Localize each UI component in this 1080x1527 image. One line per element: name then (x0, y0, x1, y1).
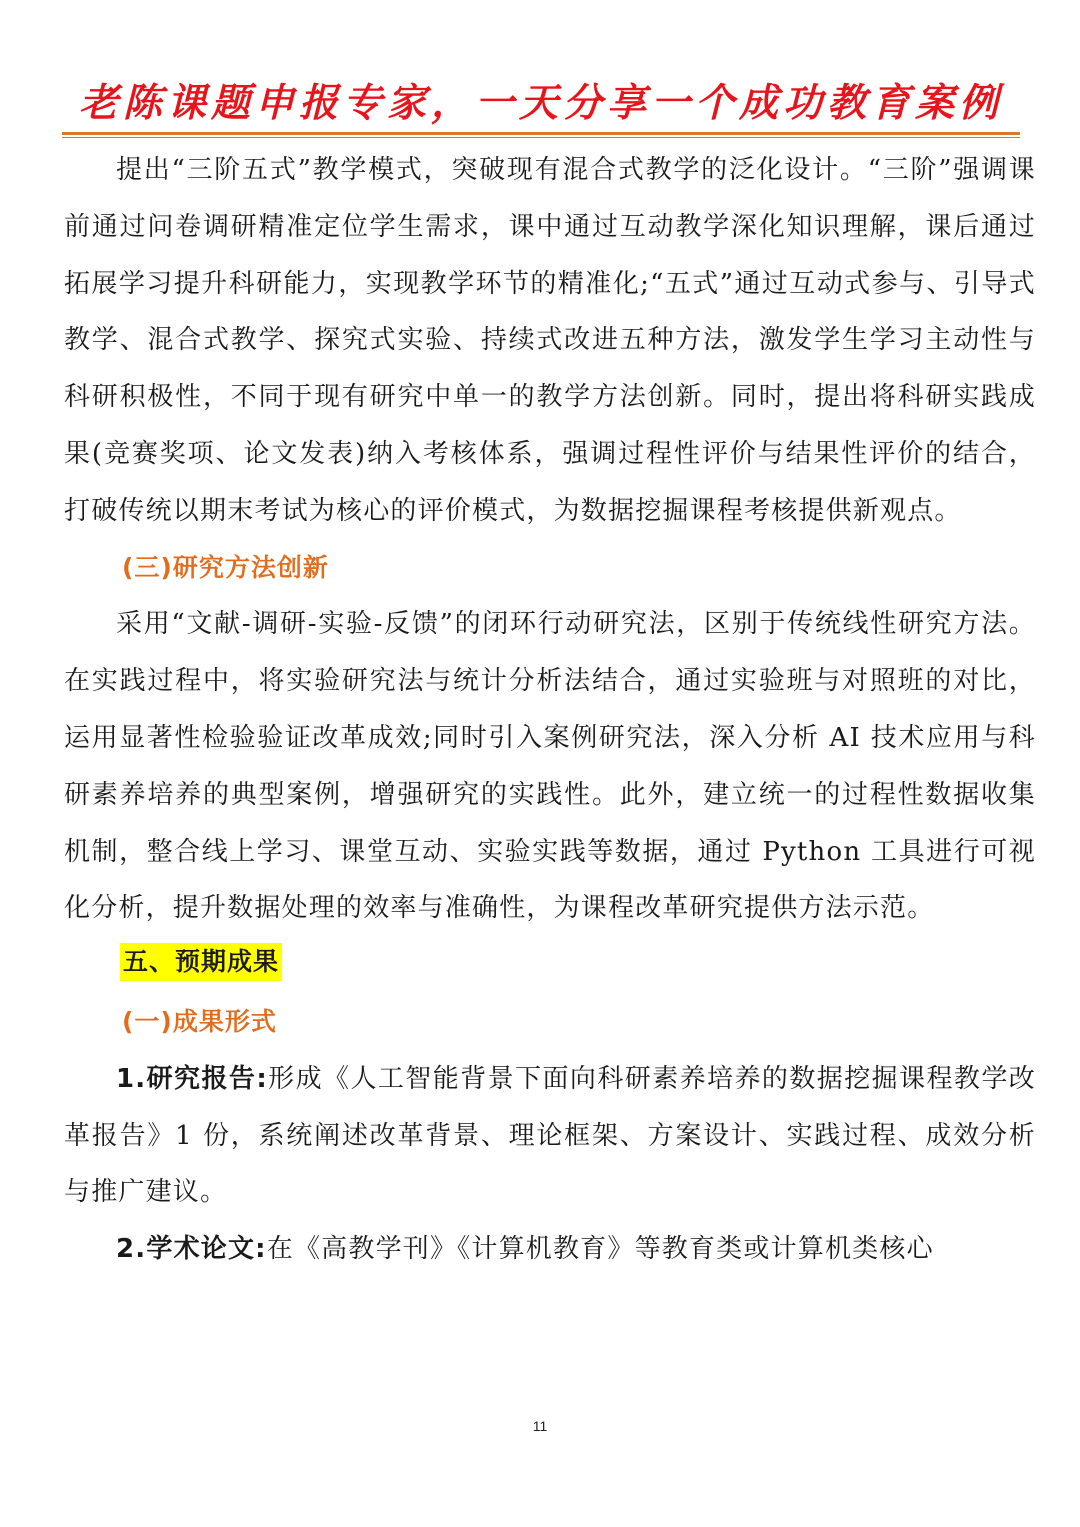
list-item-text: 在《高教学刊》《计算机教育》等教育类或计算机类核心 (266, 1234, 934, 1265)
subheading-method-innovation: (三)研究方法创新 (122, 552, 329, 582)
section-heading-text: 五、预期成果 (120, 943, 282, 981)
header-rule-thin (62, 137, 1020, 138)
document-body (64, 142, 1036, 1278)
page-number: 11 (532, 1418, 548, 1434)
list-item-label: 2.学术论文: (116, 1234, 267, 1265)
page-header (62, 78, 1020, 140)
subheading-result-forms: (一)成果形式 (122, 1006, 277, 1036)
section-heading-expected-results (64, 937, 1036, 994)
header-title: 老陈课题申报专家，一天分享一个成功教育案例 (78, 81, 1003, 126)
list-item-label: 1.研究报告: (116, 1063, 268, 1094)
list-item-text: 形成《人工智能背景下面向科研素养培养的数据挖掘课程教学改革报告》1 份，系统阐述改革背景、理论框架、方案设计、实践过程、成效分析与推广建议。 (64, 1063, 1036, 1208)
header-rule-thick (62, 132, 1020, 135)
list-item-research-report (64, 1051, 1036, 1221)
paragraph-teaching-model: 提出“三阶五式”教学模式，突破现有混合式教学的泛化设计。“三阶”强调课前通过问卷调研精准定位学生需求，课中通过互动教学深化知识理解，课后通过拓展学习提升科研能力，实现教学环节的精准化;“五式”通过互动式参与、引导式教学、混合式教学、探究式实验、持续式改进五种方法，激发学生学习主动性与科研积极性，不同于现有研究中单一的教学方法创新。同时，提出将科研实践成果(竞赛奖项、论文发表)纳入考核体系，强调过程性评价与结果性评价的结合，打破传统以期末考试为核心的评价模式，为数据挖掘课程考核提供新观点。 (64, 155, 1036, 526)
list-item-academic-paper (64, 1221, 1036, 1278)
paragraph-research-method: 采用“文献-调研-实验-反馈”的闭环行动研究法，区别于传统线性研究方法。在实践过程中，将实验研究法与统计分析法结合，通过实验班与对照班的对比，运用显著性检验验证改革成效;同时引入案例研究法，深入分析 AI 技术应用与科研素养培养的典型案例，增强研究的实践性。此外，建立统一的过程性数据收集机制，整合线上学习、课堂互动、实验实践等数据，通过 Python 工具进行可视化分析，提升数据处理的效率与准确性，为课程改革研究提供方法示范。 (64, 609, 1036, 924)
